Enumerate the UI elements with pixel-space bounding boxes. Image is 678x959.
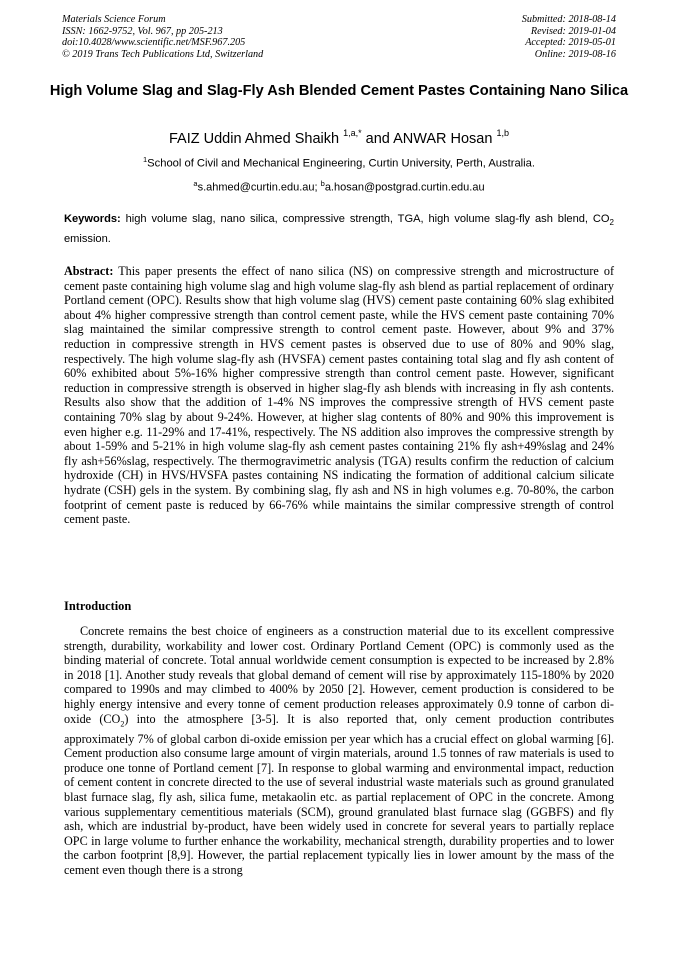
abstract	[64, 264, 614, 527]
intro-text-cont: ) into the atmosphere [3-5]. It is also reported that, only cement production contributes approximately 7% of global carbon di-oxide emission per year which has a crucial effect on global warming [6]. Cement production also consume large amount of virgin materials, around 1.5 tonnes of raw materials is used to produce one tonne of Portland cement [7]. In response to global warming and environmental impact, reduction of cement content in concrete directed to the use of several industrial waste materials such as ground granulated blast furnace slag, fly ash, silica fume, metakaolin etc. as partial replacement of OPC in the concrete. Among various supplementary cementitious materials (SCM), ground granulated blast furnace slag (GGBFS) and fly ash, which are industrial by-product, have been widely used in concrete for several years to partially replace OPC in large volume to further enhance the workability, mechanical strength, durability properties and to lower the carbon footprint [8,9]. However, the partial replacement typically lies in lower amount by the mass of the cement even though there is a strong	[64, 711, 614, 877]
author-emails	[20, 177, 658, 195]
keywords	[64, 211, 614, 247]
journal-info	[62, 14, 263, 60]
author-list	[20, 125, 658, 148]
subscript: 2	[120, 719, 125, 728]
paper-title: High Volume Slag and Slag-Fly Ash Blended Cement Pastes Containing Nano Silica	[49, 83, 629, 99]
email-b: a.hosan@postgrad.curtin.edu.au	[324, 181, 485, 194]
author-conjunction: and	[361, 130, 394, 147]
keywords-text-end: emission.	[64, 233, 111, 246]
accepted-date: Accepted: 2019-05-01	[525, 37, 616, 49]
author-name: FAIZ Uddin Ahmed Shaikh	[168, 130, 340, 147]
email-a: s.ahmed@curtin.edu.au;	[197, 181, 321, 194]
journal-name: Materials Science Forum	[62, 14, 166, 25]
keywords-label: Keywords:	[64, 213, 121, 225]
copyright-line: © 2019 Trans Tech Publications Ltd, Switzerland	[62, 48, 264, 60]
abstract-label: Abstract:	[64, 264, 114, 278]
author-name: ANWAR Hosan	[393, 130, 493, 147]
affiliation	[20, 153, 658, 171]
online-date: Online: 2019-08-16	[534, 48, 616, 60]
author-affiliation-mark: 1,b	[496, 128, 509, 138]
subscript: 2	[609, 218, 614, 228]
affiliation-text: School of Civil and Mechanical Engineering, Curtin University, Perth, Australia.	[147, 157, 535, 170]
doi-line: doi:10.4028/www.scientific.net/MSF.967.205	[62, 37, 246, 49]
revised-date: Revised: 2019-01-04	[530, 25, 616, 37]
email-mark: b	[320, 179, 325, 188]
keywords-text: high volume slag, nano silica, compressive strength, TGA, high volume slag-fly ash blend, CO	[120, 213, 610, 225]
submitted-date: Submitted: 2018-08-14	[521, 14, 616, 25]
issn-line: ISSN: 1662-9752, Vol. 967, pp 205-213	[62, 25, 223, 37]
affiliation-mark: 1	[143, 155, 148, 164]
intro-text: Concrete remains the best choice of engineers as a construction material due to its excellent compressive strength, durability, workability and lower cost. Ordinary Portland Cement (OPC) is commonly used as the binding material of concrete. Total annual worldwide cement consumption is expected to be increased by 2.8% in 2018 [1]. Another study reveals that global demand of cement will rise by approximately 115-180% by 2020 compared to 1990s and may climbed to 400% by 2050 [2]. However, cement production is considered to be highly energy intensive and every tonne of cement production releases approximately 0.9 tonne of carbon di-oxide (CO	[64, 624, 614, 726]
email-mark: a	[193, 179, 198, 188]
section-heading: Introduction	[64, 599, 132, 613]
abstract-text: This paper presents the effect of nano silica (NS) on compressive strength and microstructure of cement paste containing high volume slag and high volume slag-fly ash blend as partial replacement of ordinary Portland cement (OPC). Results show that high volume slag (HVS) cement paste containing 60% slag exhibited about 4% higher compressive strength than control cement paste, while the HVS cement paste containing 70% slag maintained the similar compressive strength to control cement paste. However, about 9% and 37% reduction in compressive strength in HVS cement pastes is observed due to use of 80% and 90% slag, respectively. The high volume slag-fly ash (HVSFA) cement pastes containing total slag and fly ash content of 60% exhibited about 5%-16% higher compressive strength than control cement paste. However, significant reduction in compressive strength is observed in higher slag-fly ash blends with increasing in fly ash contents. Results also show that the addition of 1-4% NS improves the compressive strength of HVS cement paste containing 70% slag by about 9-24%. However, at higher slag contents of 80% and 90% this improvement is even higher e.g. 11-29% and 17-41%, respectively. The NS addition also improves the compressive strength by about 1-59% and 5-21% in high volume slag-fly ash cement pastes containing 21% fly ash+49%slag and 24% fly ash+56%slag, respectively. The thermogravimetric analysis (TGA) results confirm the reduction of calcium hydroxide (CH) in HVS/HVSFA pastes containing NS indicating the formation of additional calcium silicate hydrate (CSH) gels in the system. By combining slag, fly ash and NS in high volumes e.g. 70-80%, the carbon footprint of cement paste is reduced by 66-76% while maintains the similar compressive strength of control cement paste.	[64, 264, 614, 527]
author-affiliation-mark: 1,a,*	[343, 128, 362, 138]
intro-paragraph	[64, 624, 614, 878]
submission-dates	[522, 14, 616, 60]
